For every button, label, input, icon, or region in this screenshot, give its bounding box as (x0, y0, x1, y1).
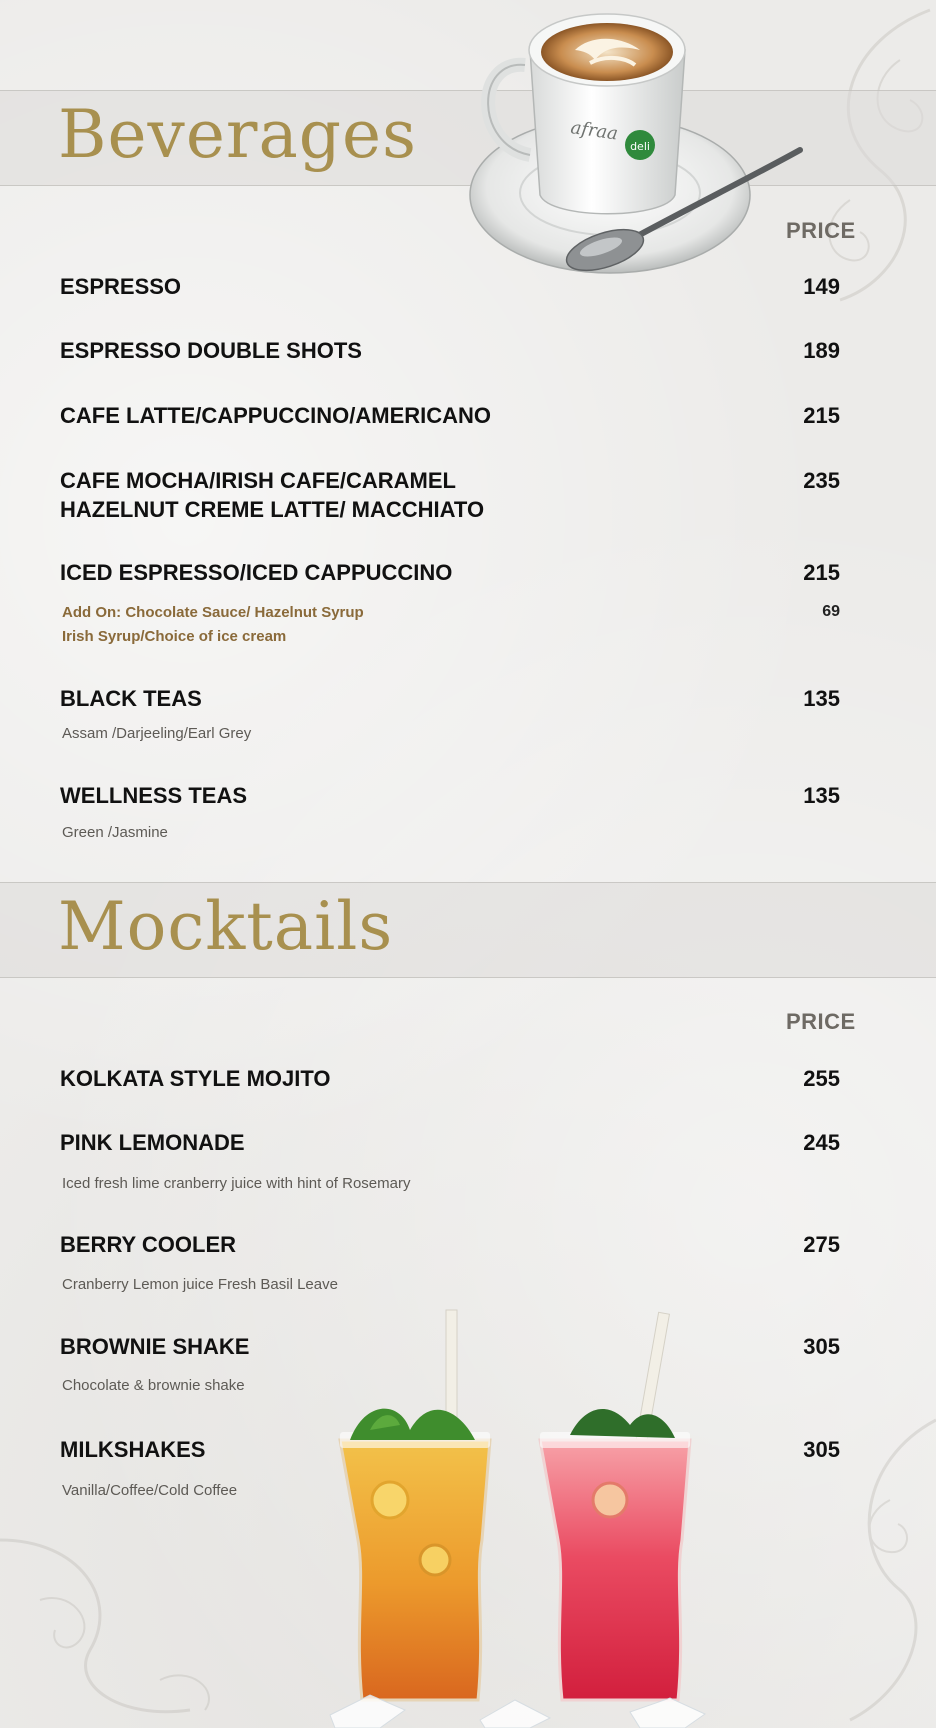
menu-item-name: BLACK TEAS (60, 686, 202, 711)
addon-line1: Add On: Chocolate Sauce/ Hazelnut Syrup (62, 604, 364, 621)
menu-item-price: 149 (803, 274, 840, 299)
menu-item-name: CAFE LATTE/CAPPUCCINO/AMERICANO (60, 403, 492, 428)
menu-item-name: ICED ESPRESSO/ICED CAPPUCCINO (60, 560, 453, 585)
menu-item-price: 215 (803, 560, 840, 585)
mocktail-glasses-image (310, 1300, 750, 1728)
menu-item-price: 135 (803, 783, 840, 808)
menu-item-price: 245 (803, 1130, 840, 1155)
menu-item-price: 275 (803, 1232, 840, 1257)
menu-item-description: Assam /Darjeeling/Earl Grey (62, 725, 252, 742)
menu-item-description: Green /Jasmine (62, 824, 168, 841)
mocktails-price-header: PRICE (786, 1009, 856, 1034)
menu-item-name: PINK LEMONADE (60, 1130, 245, 1155)
menu-item-price: 255 (803, 1066, 840, 1091)
menu-item-description: Chocolate & brownie shake (62, 1377, 245, 1394)
mocktails-title: Mocktails (58, 888, 394, 965)
menu-item-price: 135 (803, 686, 840, 711)
menu-item-name-line1: CAFE MOCHA/IRISH CAFE/CARAMEL (60, 468, 456, 493)
ornament-swirl-bottom-left (0, 1480, 320, 1728)
menu-item-price: 305 (803, 1334, 840, 1359)
menu-item-name: MILKSHAKES (60, 1437, 206, 1462)
menu-item-name: ESPRESSO (60, 274, 182, 299)
coffee-cup-image (455, 5, 825, 305)
menu-item-price: 305 (803, 1437, 840, 1462)
menu-item-description: Cranberry Lemon juice Fresh Basil Leave (62, 1276, 338, 1293)
menu-item-description: Iced fresh lime cranberry juice with hint of Rosemary (62, 1175, 411, 1192)
cup-badge-text: deli (630, 140, 650, 153)
menu-item-price: 235 (803, 468, 840, 493)
beverages-title: Beverages (58, 96, 417, 173)
addon-line2: Irish Syrup/Choice of ice cream (62, 628, 287, 645)
menu-item-price: 189 (803, 338, 840, 363)
menu-item-name: KOLKATA STYLE MOJITO (60, 1066, 331, 1091)
beverages-price-header: PRICE (786, 218, 856, 243)
menu-item-description: Vanilla/Coffee/Cold Coffee (62, 1482, 238, 1499)
menu-item-name: WELLNESS TEAS (60, 783, 248, 808)
menu-item-name-line2: HAZELNUT CREME LATTE/ MACCHIATO (60, 497, 485, 522)
menu-item-price: 215 (803, 403, 840, 428)
cup-brand-text: afraa (569, 117, 620, 145)
menu-item-name: BERRY COOLER (60, 1232, 237, 1257)
addon-price: 69 (822, 603, 840, 620)
menu-item-name: BROWNIE SHAKE (60, 1334, 250, 1359)
menu-item-name: ESPRESSO DOUBLE SHOTS (60, 338, 362, 363)
